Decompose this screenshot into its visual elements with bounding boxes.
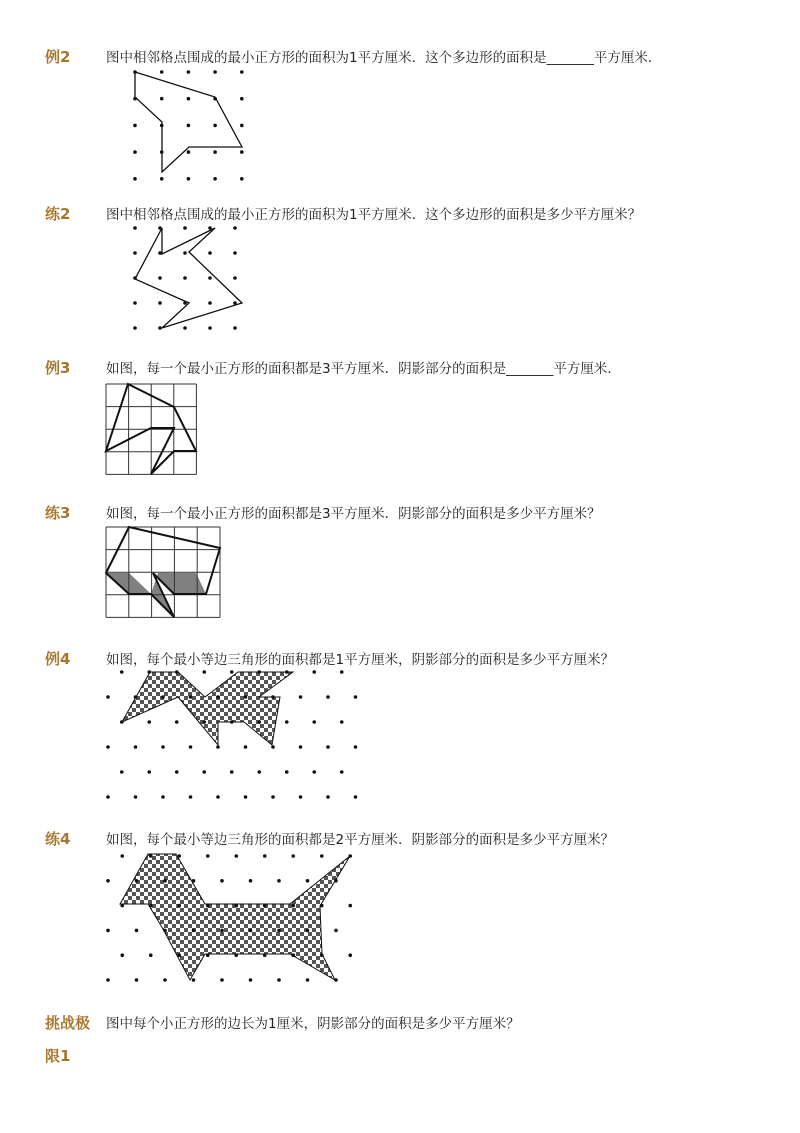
grid-dot bbox=[263, 953, 267, 957]
grid-dot bbox=[216, 695, 220, 699]
problem-text: 如图，每一个最小正方形的面积都是3平方厘米．阴影部分的面积是多少平方厘米？ bbox=[106, 506, 601, 522]
grid-dot bbox=[348, 953, 352, 957]
grid-dot bbox=[120, 720, 124, 724]
grid-dot bbox=[230, 670, 234, 674]
grid-dot bbox=[257, 720, 261, 724]
grid-dot bbox=[213, 124, 217, 128]
grid-dot bbox=[133, 226, 137, 230]
grid-dot bbox=[208, 226, 212, 230]
grid-dot bbox=[234, 953, 238, 957]
shaded-polygon-outline bbox=[106, 384, 196, 474]
grid-dot bbox=[134, 695, 138, 699]
grid-dot bbox=[220, 929, 224, 933]
grid-dot bbox=[206, 854, 210, 858]
grid-dot bbox=[291, 904, 295, 908]
problem-label: 挑战极 bbox=[45, 1014, 91, 1032]
grid-dot bbox=[326, 695, 330, 699]
grid-dot bbox=[291, 854, 295, 858]
grid-dot bbox=[277, 978, 281, 982]
shaded-region bbox=[106, 573, 206, 617]
grid-dot bbox=[133, 97, 137, 101]
grid-dot bbox=[312, 720, 316, 724]
grid-dot bbox=[161, 695, 165, 699]
grid-dot bbox=[213, 70, 217, 74]
grid-dot bbox=[285, 670, 289, 674]
grid-dot bbox=[334, 929, 338, 933]
grid-dot bbox=[183, 276, 187, 280]
dot-grid bbox=[133, 226, 237, 330]
grid-dot bbox=[158, 301, 162, 305]
grid-dot bbox=[189, 745, 193, 749]
grid-dot bbox=[271, 745, 275, 749]
grid-dot bbox=[213, 97, 217, 101]
grid-dot bbox=[334, 978, 338, 982]
problem-text: 如图，每个最小等边三角形的面积都是1平方厘米，阴影部分的面积是多少平方厘米？ bbox=[106, 652, 615, 668]
grid-dot bbox=[177, 953, 181, 957]
grid-dot bbox=[320, 904, 324, 908]
problem-text: 如图，每个最小等边三角形的面积都是2平方厘米．阴影部分的面积是多少平方厘米？ bbox=[106, 832, 615, 848]
problem-label: 例3 bbox=[45, 359, 71, 377]
grid-dot bbox=[240, 97, 244, 101]
grid-dot bbox=[216, 795, 220, 799]
problem-text: 图中相邻格点围成的最小正方形的面积为1平方厘米．这个多边形的面积是多少平方厘米？ bbox=[106, 207, 642, 223]
grid-dot bbox=[249, 978, 253, 982]
grid-dot bbox=[133, 177, 137, 181]
problem-label: 练4 bbox=[45, 830, 71, 848]
grid-dot bbox=[147, 720, 151, 724]
dot-grid bbox=[133, 70, 243, 180]
grid-dot bbox=[277, 929, 281, 933]
grid-dot bbox=[285, 720, 289, 724]
grid-dot bbox=[230, 770, 234, 774]
grid-dot bbox=[106, 695, 110, 699]
grid-dot bbox=[240, 70, 244, 74]
grid-dot bbox=[277, 879, 281, 883]
grid-dot bbox=[240, 150, 244, 154]
grid-dot bbox=[299, 745, 303, 749]
grid-dot bbox=[183, 326, 187, 330]
grid-dot bbox=[230, 720, 234, 724]
grid-dot bbox=[135, 879, 139, 883]
grid-dot bbox=[189, 695, 193, 699]
grid-dot bbox=[340, 720, 344, 724]
grid-dot bbox=[192, 978, 196, 982]
grid-dot bbox=[163, 978, 167, 982]
grid-dot bbox=[183, 226, 187, 230]
grid-dot bbox=[220, 879, 224, 883]
polygon-outline bbox=[135, 72, 242, 172]
polygon-outline bbox=[106, 527, 220, 617]
grid-dot bbox=[340, 770, 344, 774]
grid-dot bbox=[120, 770, 124, 774]
grid-dot bbox=[163, 879, 167, 883]
grid-dot bbox=[120, 904, 124, 908]
grid-dot bbox=[133, 124, 137, 128]
grid-dot bbox=[348, 904, 352, 908]
grid-dot bbox=[177, 854, 181, 858]
checkered-shaded-polygon bbox=[122, 672, 293, 745]
grid-dot bbox=[244, 795, 248, 799]
grid-dot bbox=[175, 670, 179, 674]
grid-dot bbox=[208, 326, 212, 330]
grid-dot bbox=[306, 978, 310, 982]
grid-dot bbox=[135, 929, 139, 933]
checkered-shaded-polygon bbox=[120, 854, 350, 980]
grid-dot bbox=[306, 879, 310, 883]
grid-dot bbox=[263, 854, 267, 858]
grid-dot bbox=[233, 326, 237, 330]
grid-dot bbox=[133, 326, 137, 330]
grid-dot bbox=[348, 854, 352, 858]
grid-dot bbox=[106, 929, 110, 933]
grid-dot bbox=[299, 695, 303, 699]
problem-text: 如图，每一个最小正方形的面积都是3平方厘米．阴影部分的面积是_______平方厘米． bbox=[106, 361, 621, 377]
grid-dot bbox=[202, 670, 206, 674]
problem-label: 练3 bbox=[45, 504, 71, 522]
grid-dot bbox=[206, 904, 210, 908]
grid-dot bbox=[158, 276, 162, 280]
grid-dot bbox=[147, 770, 151, 774]
problem-label-line2: 限1 bbox=[45, 1047, 71, 1065]
grid-dot bbox=[271, 695, 275, 699]
grid-dot bbox=[160, 124, 164, 128]
grid-dot bbox=[133, 276, 137, 280]
grid-dot bbox=[120, 953, 124, 957]
grid-dot bbox=[187, 150, 191, 154]
problem-label: 练2 bbox=[45, 205, 71, 223]
grid-dot bbox=[312, 770, 316, 774]
grid-dot bbox=[160, 150, 164, 154]
grid-dot bbox=[192, 929, 196, 933]
grid-dot bbox=[312, 670, 316, 674]
grid-dot bbox=[120, 670, 124, 674]
grid-dot bbox=[249, 929, 253, 933]
grid-dot bbox=[320, 953, 324, 957]
grid-dot bbox=[326, 745, 330, 749]
grid-dot bbox=[134, 745, 138, 749]
grid-dot bbox=[192, 879, 196, 883]
problem-text: 图中相邻格点围成的最小正方形的面积为1平方厘米．这个多边形的面积是_______平方厘米． bbox=[106, 50, 662, 66]
grid-dot bbox=[187, 70, 191, 74]
grid-dot bbox=[257, 670, 261, 674]
grid-dot bbox=[213, 150, 217, 154]
grid-lines bbox=[106, 384, 196, 474]
grid-dot bbox=[189, 795, 193, 799]
grid-dot bbox=[187, 177, 191, 181]
grid-lines bbox=[106, 527, 220, 617]
grid-dot bbox=[133, 150, 137, 154]
grid-dot bbox=[285, 770, 289, 774]
grid-dot bbox=[158, 226, 162, 230]
grid-dot bbox=[320, 854, 324, 858]
grid-dot bbox=[149, 854, 153, 858]
grid-dot bbox=[291, 953, 295, 957]
grid-dot bbox=[158, 326, 162, 330]
grid-dot bbox=[135, 978, 139, 982]
grid-dot bbox=[233, 251, 237, 255]
grid-dot bbox=[233, 301, 237, 305]
dot-grid bbox=[106, 854, 352, 982]
grid-dot bbox=[354, 795, 358, 799]
grid-dot bbox=[133, 70, 137, 74]
grid-dot bbox=[149, 953, 153, 957]
grid-dot bbox=[163, 929, 167, 933]
grid-dot bbox=[187, 124, 191, 128]
grid-dot bbox=[149, 904, 153, 908]
grid-dot bbox=[271, 795, 275, 799]
grid-dot bbox=[183, 301, 187, 305]
grid-dot bbox=[354, 695, 358, 699]
grid-dot bbox=[106, 745, 110, 749]
grid-dot bbox=[202, 770, 206, 774]
grid-dot bbox=[175, 770, 179, 774]
grid-dot bbox=[244, 745, 248, 749]
grid-dot bbox=[240, 177, 244, 181]
grid-dot bbox=[234, 904, 238, 908]
problem-label: 例4 bbox=[45, 650, 71, 668]
grid-dot bbox=[206, 953, 210, 957]
grid-dot bbox=[106, 879, 110, 883]
grid-dot bbox=[175, 720, 179, 724]
grid-dot bbox=[134, 795, 138, 799]
grid-dot bbox=[306, 929, 310, 933]
grid-dot bbox=[183, 251, 187, 255]
grid-dot bbox=[249, 879, 253, 883]
grid-dot bbox=[158, 251, 162, 255]
grid-dot bbox=[216, 745, 220, 749]
grid-dot bbox=[187, 97, 191, 101]
grid-dot bbox=[334, 879, 338, 883]
grid-dot bbox=[234, 854, 238, 858]
grid-dot bbox=[240, 124, 244, 128]
grid-dot bbox=[220, 978, 224, 982]
grid-dot bbox=[160, 97, 164, 101]
grid-dot bbox=[233, 226, 237, 230]
grid-dot bbox=[106, 795, 110, 799]
grid-dot bbox=[257, 770, 261, 774]
grid-dot bbox=[133, 301, 137, 305]
dot-grid bbox=[106, 670, 357, 799]
grid-dot bbox=[161, 745, 165, 749]
grid-dot bbox=[208, 251, 212, 255]
grid-dot bbox=[213, 177, 217, 181]
grid-dot bbox=[161, 795, 165, 799]
grid-dot bbox=[106, 978, 110, 982]
grid-dot bbox=[120, 854, 124, 858]
grid-dot bbox=[177, 904, 181, 908]
grid-dot bbox=[208, 301, 212, 305]
polygon-outline bbox=[135, 228, 242, 328]
grid-dot bbox=[340, 670, 344, 674]
grid-dot bbox=[326, 795, 330, 799]
grid-dot bbox=[354, 745, 358, 749]
grid-dot bbox=[233, 276, 237, 280]
grid-dot bbox=[208, 276, 212, 280]
grid-dot bbox=[202, 720, 206, 724]
grid-dot bbox=[244, 695, 248, 699]
grid-dot bbox=[160, 70, 164, 74]
grid-dot bbox=[160, 177, 164, 181]
grid-dot bbox=[147, 670, 151, 674]
grid-dot bbox=[299, 795, 303, 799]
grid-dot bbox=[133, 251, 137, 255]
problem-text: 图中每个小正方形的边长为1厘米，阴影部分的面积是多少平方厘米？ bbox=[106, 1016, 520, 1032]
problem-label: 例2 bbox=[45, 48, 71, 66]
grid-dot bbox=[263, 904, 267, 908]
